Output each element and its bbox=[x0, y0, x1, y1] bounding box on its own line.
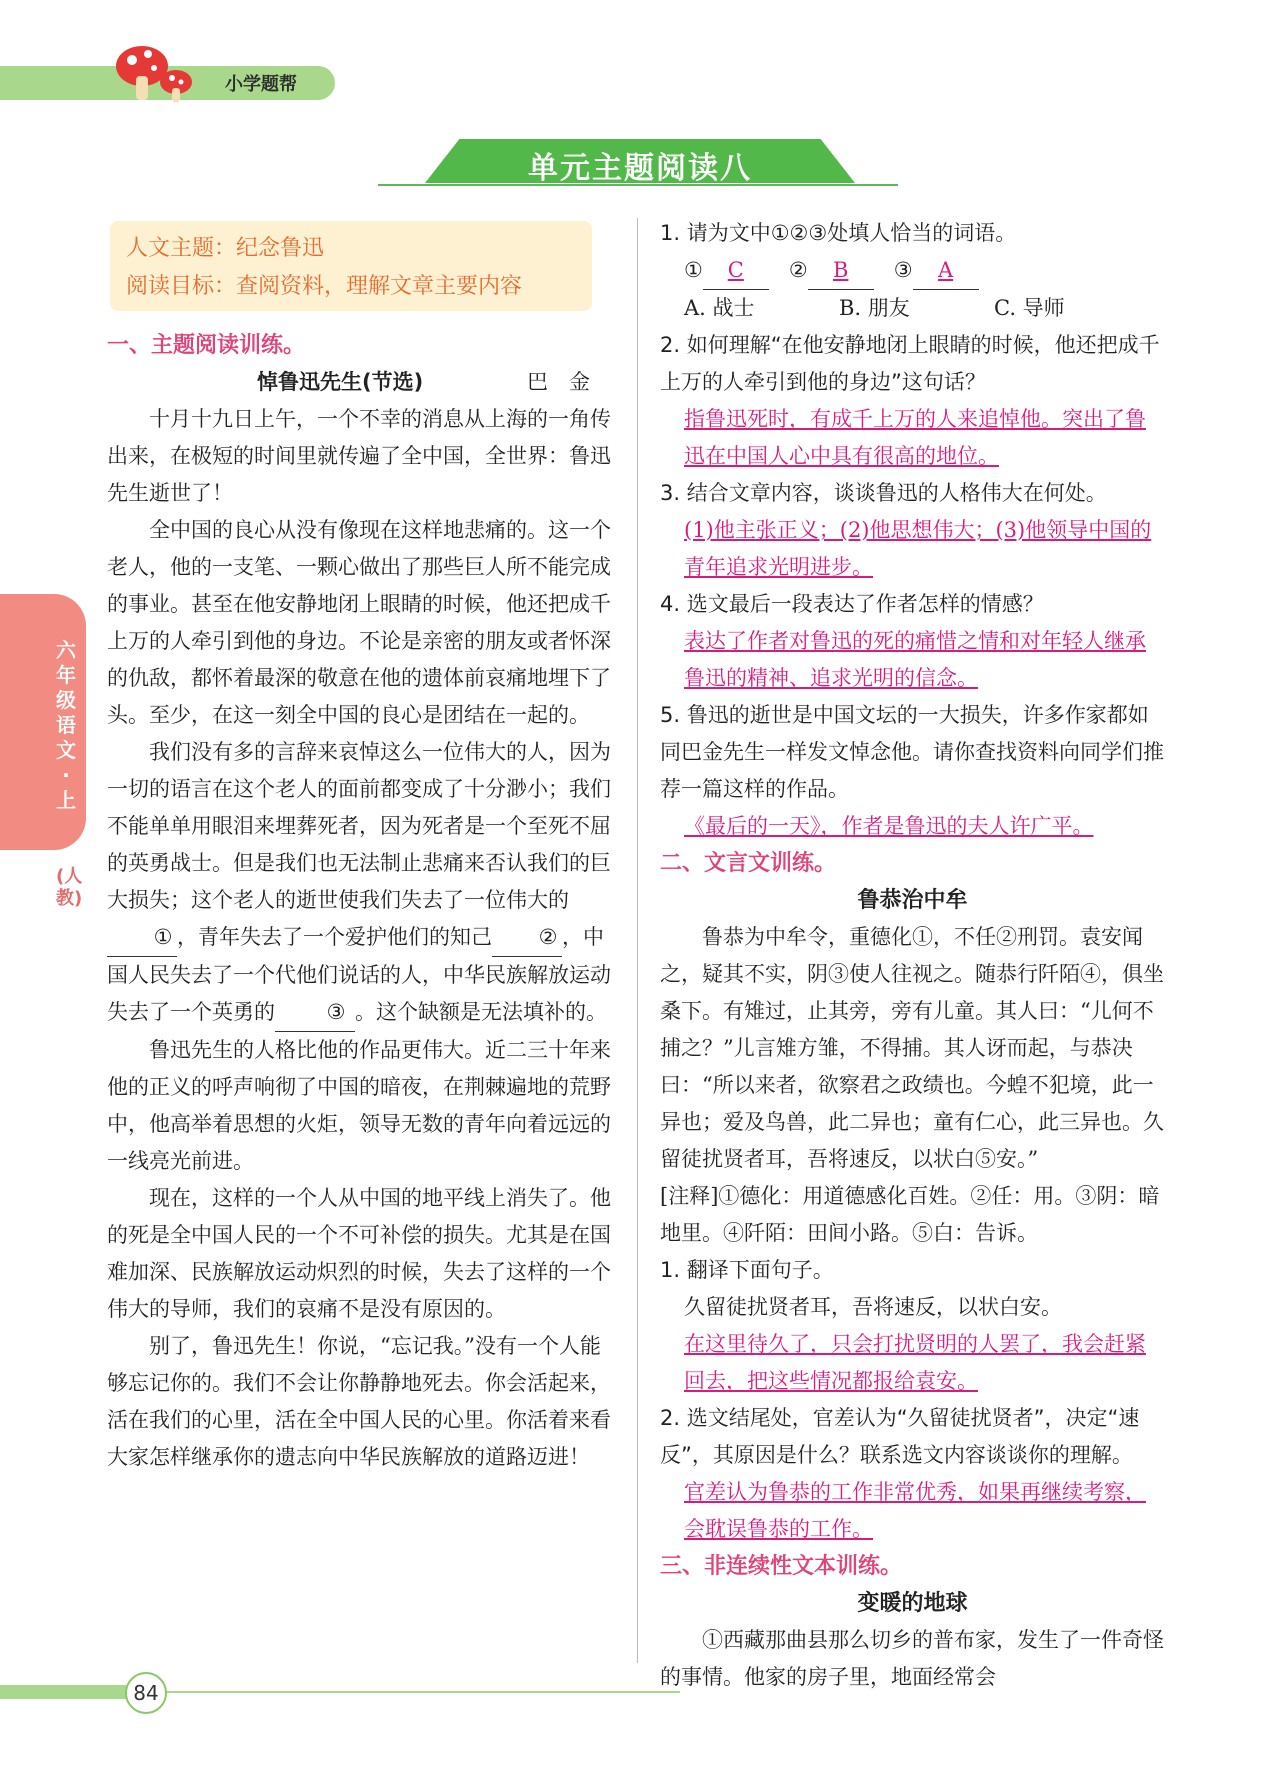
question-sentence: 久留徒扰贤者耳，吾将速反，以状白安。 bbox=[684, 1295, 1062, 1319]
page-number: 84 bbox=[125, 1672, 167, 1714]
paragraph: 别了，鲁迅先生！你说，“忘记我。”没有一个人能够忘记你的。我们不会让你静静地死去。你会活起来，活在我们的心里，活在全中国人民的心里。你活着来看大家怎样继承你的遗志向中华民族解放的道路迈进！ bbox=[107, 1334, 611, 1469]
text-title: 变暖的地球 bbox=[857, 1591, 968, 1616]
q1-blanks: ① C ② B ③ A bbox=[660, 252, 1165, 290]
paragraph: 十月十九日上午，一个不幸的消息从上海的一角传出来，在极短的时间里就传遍了全中国，全世界：鲁迅先生逝世了！ bbox=[107, 407, 611, 505]
left-column bbox=[107, 327, 612, 1476]
edition-label: (人教) bbox=[56, 866, 83, 909]
section-heading: 二、文言文训练。 bbox=[660, 851, 837, 876]
section-heading: 三、非连续性文本训练。 bbox=[660, 1554, 903, 1579]
question: 4. 选文最后一段表达了作者怎样的情感？ bbox=[660, 592, 1044, 616]
question: 3. 结合文章内容，谈谈鲁迅的人格伟大在何处。 bbox=[660, 481, 1107, 505]
q1-options: A. 战士 B. 朋友 C. 导师 bbox=[684, 296, 1065, 320]
answer: (1)他主张正义；(2)他思想伟大；(3)他领导中国的青年追求光明进步。 bbox=[684, 518, 1152, 579]
answer: B bbox=[808, 252, 874, 290]
answer: C bbox=[703, 252, 769, 290]
mushroom-icon bbox=[110, 38, 200, 104]
paragraph: ①西藏那曲县那么切乡的普布家，发生了一件奇怪的事情。他家的房子里，地面经常会 bbox=[660, 1628, 1164, 1689]
blank-2: ② bbox=[492, 919, 562, 957]
notes: [注释]①德化：用道德感化百姓。②任：用。③阴：暗地里。④阡陌：田间小路。⑤白：告诉。 bbox=[660, 1184, 1160, 1245]
answer: A bbox=[913, 252, 979, 290]
classical-title: 鲁恭治中牟 bbox=[857, 888, 968, 913]
paragraph: 现在，这样的一个人从中国的地平线上消失了。他的死是全中国人民的一个不可补偿的损失。尤其是在国难加深、民族解放运动炽烈的时候，失去了这样的一个伟大的导师，我们的哀痛不是没有原因的。 bbox=[107, 1186, 611, 1321]
theme-box bbox=[110, 221, 592, 311]
question: 2. 选文结尾处，官差认为“久留徒扰贤者”，决定“速反”，其原因是什么？联系选文内容谈谈你的理解。 bbox=[660, 1406, 1140, 1467]
paragraph: 我们没有多的言辞来哀悼这么一位伟大的人，因为一切的语言在这个老人的面前都变成了十分渺小；我们不能单单用眼泪来埋葬死者，因为死者是一个至死不屈的英勇战士。但是我们也无法制止悲痛来否认我们的巨大损失；这个老人的逝世使我们失去了一位伟大的① ，青年失去了一个爱护他们的知己 ② ，中国人民失去了一个代他们说话的人，中华民族解放运动失去了一个英勇的 ③ 。这个缺额是无法填补的。 bbox=[107, 734, 612, 1032]
classical-text: 鲁恭为中牟令，重德化①，不任②刑罚。袁安闻之，疑其不实，阴③使人往视之。随恭行阡陌④，俱坐桑下。有雉过，止其旁，旁有儿童。其人曰：“儿何不捕之？”儿言雉方雏，不得捕。其人讶而起，与恭决曰：“所以来者，欲察君之政绩也。今蝗不犯境，此一异也；爱及鸟兽，此二异也；童有仁心，此三异也。久留徒扰贤者耳，吾将速反，以状白⑤安。” bbox=[660, 925, 1164, 1171]
right-column bbox=[660, 215, 1165, 1696]
footer-bar bbox=[0, 1685, 140, 1699]
section-heading: 一、主题阅读训练。 bbox=[107, 333, 306, 358]
question: 2. 如何理解“在他安静地闭上眼睛的时候，他还把成千上万的人牵引到他的身边”这句话？ bbox=[660, 333, 1160, 394]
grade-label: 六年级语文·上 bbox=[56, 638, 76, 812]
theme-line: 人文主题：纪念鲁迅 bbox=[126, 236, 325, 261]
paragraph: 鲁迅先生的人格比他的作品更伟大。近二三十年来他的正义的呼声响彻了中国的暗夜，在荆棘遍地的荒野中，他高举着思想的火炬，领导无数的青年向着远远的一线亮光前进。 bbox=[107, 1038, 611, 1173]
answer: 表达了作者对鲁迅的死的痛惜之情和对年轻人继承鲁迅的精神、追求光明的信念。 bbox=[684, 629, 1146, 690]
paragraph: 全中国的良心从没有像现在这样地悲痛的。这一个老人，他的一支笔、一颗心做出了那些巨人所不能完成的事业。甚至在他安静地闭上眼睛的时候，他还把成千上万的人牵引到他的身边。不论是亲密的朋友或者怀深的仇敌，都怀着最深的敬意在他的遗体前哀痛地埋下了头。至少，在这一刻全中国的良心是团结在一起的。 bbox=[107, 518, 611, 727]
article-author: 巴 金 bbox=[527, 370, 590, 394]
question: 1. 请为文中①②③处填人恰当的词语。 bbox=[660, 221, 1017, 245]
footer-line bbox=[140, 1691, 680, 1693]
blank-3: ③ bbox=[275, 994, 355, 1032]
blank-1: ① bbox=[107, 919, 177, 957]
brand-label: 小学题帮 bbox=[225, 74, 297, 95]
column-divider bbox=[637, 218, 638, 1663]
question: 1. 翻译下面句子。 bbox=[660, 1258, 834, 1282]
answer: 《最后的一天》，作者是鲁迅的夫人许广平。 bbox=[684, 814, 1094, 838]
question: 5. 鲁迅的逝世是中国文坛的一大损失，许多作家都如同巴金先生一样发文悼念他。请你查找资料向同学们推荐一篇这样的作品。 bbox=[660, 703, 1164, 801]
answer: 指鲁迅死时，有成千上万的人来追悼他。突出了鲁迅在中国人心中具有很高的地位。 bbox=[684, 407, 1146, 468]
article-title: 悼鲁迅先生(节选) bbox=[257, 370, 424, 394]
goal-line: 阅读目标：查阅资料，理解文章主要内容 bbox=[126, 274, 523, 299]
answer: 官差认为鲁恭的工作非常优秀，如果再继续考察，会耽误鲁恭的工作。 bbox=[684, 1480, 1146, 1541]
page-title: 单元主题阅读八 bbox=[528, 151, 752, 186]
answer: 在这里待久了，只会打扰贤明的人罢了，我会赶紧回去，把这些情况都报给袁安。 bbox=[684, 1332, 1146, 1393]
